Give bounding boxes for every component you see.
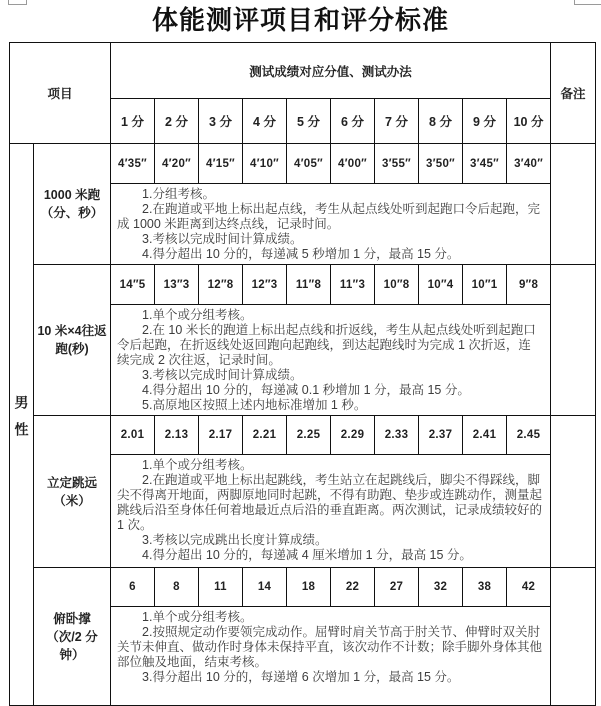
method-line: 4.得分超出 10 分的，每递减 0.1 秒增加 1 分，最高 15 分。	[142, 383, 470, 397]
score-value-cell: 4′20″	[155, 144, 199, 184]
item-name-cell: 立定跳远（米）	[34, 416, 111, 568]
remark-cell	[551, 416, 596, 568]
method-line: 3.考核以完成时间计算成绩。	[142, 368, 303, 382]
remark-cell	[551, 265, 596, 416]
score-value-cell: 2.41	[463, 416, 507, 455]
score-value-cell: 4′35″	[111, 144, 155, 184]
score-value-cell: 3′50″	[419, 144, 463, 184]
score-table	[9, 42, 596, 706]
method-line: 4.得分超出 10 分的，每递减 5 秒增加 1 分，最高 15 分。	[142, 247, 460, 261]
score-value-cell: 42	[507, 568, 551, 607]
score-value-cell: 2.29	[331, 416, 375, 455]
score-value-cell: 27	[375, 568, 419, 607]
score-value-cell: 6	[111, 568, 155, 607]
score-value-cell: 10″4	[419, 265, 463, 305]
method-line: 1.单个或分组考核。	[142, 308, 253, 322]
score-value-cell: 11″8	[287, 265, 331, 305]
score-col-header-9: 9 分	[463, 99, 507, 144]
item-name-cell: 10 米×4往返跑(秒)	[34, 265, 111, 416]
score-value-cell: 2.33	[375, 416, 419, 455]
method-line: 3.考核以完成时间计算成绩。	[142, 232, 303, 246]
gender-group-label: 男性	[13, 395, 30, 449]
score-col-header-8: 8 分	[419, 99, 463, 144]
header-remark-cell: 备注	[551, 43, 596, 144]
score-value-cell: 10″1	[463, 265, 507, 305]
score-value-cell: 14″5	[111, 265, 155, 305]
score-value-cell: 9″8	[507, 265, 551, 305]
score-value-cell: 2.37	[419, 416, 463, 455]
table-row	[10, 144, 596, 184]
score-col-header-1: 1 分	[111, 99, 155, 144]
score-value-cell: 13″3	[155, 265, 199, 305]
score-value-cell: 2.17	[199, 416, 243, 455]
score-value-cell: 2.45	[507, 416, 551, 455]
score-value-cell: 3′45″	[463, 144, 507, 184]
score-value-cell: 12″3	[243, 265, 287, 305]
score-value-cell: 32	[419, 568, 463, 607]
method-cell	[111, 184, 551, 265]
remark-cell	[551, 568, 596, 706]
method-cell	[111, 455, 551, 568]
page-edge-artifact-right	[574, 0, 601, 5]
method-line: 1.单个或分组考核。	[142, 458, 253, 472]
table-header-row-1	[10, 43, 596, 99]
method-line: 2.在跑道或平地上标出起跳线，考生站立在起跳线后，脚尖不得踩线，脚尖不得离开地面，两脚原地同时起跳，不得有助跑、垫步或连跳动作，测量起跳线后沿至身体任何着地最近点后沿的垂直距离。两次测试，记录成绩较好的 1 次。	[117, 473, 543, 532]
remark-cell	[551, 144, 596, 265]
table-row	[10, 568, 596, 607]
score-value-cell: 11	[199, 568, 243, 607]
item-name-cell: 俯卧撑（次/2 分钟）	[34, 568, 111, 706]
method-line: 2.在 10 米长的跑道上标出起点线和折返线，考生从起点线处听到起跑口令后起跑，在折返线处返回跑向起跑线，到达起跑线时为完成 1 次折返，连续完成 2 次往返，记录时间。	[117, 323, 536, 367]
score-value-cell: 18	[287, 568, 331, 607]
header-score-section-cell: 测试成绩对应分值、测试办法	[111, 43, 551, 99]
score-value-cell: 22	[331, 568, 375, 607]
score-value-cell: 3′40″	[507, 144, 551, 184]
method-line: 1.单个或分组考核。	[142, 610, 253, 624]
page-edge-artifact-left	[8, 0, 27, 5]
score-col-header-2: 2 分	[155, 99, 199, 144]
score-value-cell: 2.01	[111, 416, 155, 455]
score-col-header-4: 4 分	[243, 99, 287, 144]
score-col-header-7: 7 分	[375, 99, 419, 144]
score-value-cell: 4′05″	[287, 144, 331, 184]
score-value-cell: 3′55″	[375, 144, 419, 184]
score-value-cell: 4′00″	[331, 144, 375, 184]
method-cell	[111, 305, 551, 416]
item-name-cell: 1000 米跑（分、秒）	[34, 144, 111, 265]
score-value-cell: 10″8	[375, 265, 419, 305]
method-line: 3.得分超出 10 分的，每递增 6 次增加 1 分，最高 15 分。	[142, 670, 460, 684]
table-row	[10, 416, 596, 455]
score-col-header-3: 3 分	[199, 99, 243, 144]
score-value-cell: 4′10″	[243, 144, 287, 184]
score-value-cell: 12″8	[199, 265, 243, 305]
score-value-cell: 14	[243, 568, 287, 607]
method-line: 5.高原地区按照上述内地标准增加 1 秒。	[142, 398, 367, 412]
table-row	[10, 265, 596, 305]
method-line: 2.在跑道或平地上标出起点线，考生从起点线处听到起跑口令后起跑，完成 1000 米距离到达终点线，记录时间。	[117, 202, 540, 231]
header-item-cell: 项目	[10, 43, 111, 144]
method-line: 2.按照规定动作要领完成动作。屈臂时肩关节高于肘关节、伸臂时双关肘关节未伸直、做动作时身体未保持平直，该次动作不计数；除手脚外身体其他部位触及地面，结束考核。	[117, 625, 543, 669]
method-line: 4.得分超出 10 分的，每递减 4 厘米增加 1 分，最高 15 分。	[142, 548, 472, 562]
page-title: 体能测评项目和评分标准	[151, 5, 449, 35]
method-line: 1.分组考核。	[142, 187, 215, 201]
score-value-cell: 4′15″	[199, 144, 243, 184]
score-value-cell: 8	[155, 568, 199, 607]
score-col-header-10: 10 分	[507, 99, 551, 144]
score-value-cell: 38	[463, 568, 507, 607]
score-value-cell: 11″3	[331, 265, 375, 305]
score-col-header-6: 6 分	[331, 99, 375, 144]
method-line: 3.考核以完成跳出长度计算成绩。	[142, 533, 328, 547]
gender-group-cell	[10, 144, 34, 706]
score-value-cell: 2.13	[155, 416, 199, 455]
method-cell	[111, 607, 551, 706]
score-value-cell: 2.21	[243, 416, 287, 455]
score-col-header-5: 5 分	[287, 99, 331, 144]
score-value-cell: 2.25	[287, 416, 331, 455]
